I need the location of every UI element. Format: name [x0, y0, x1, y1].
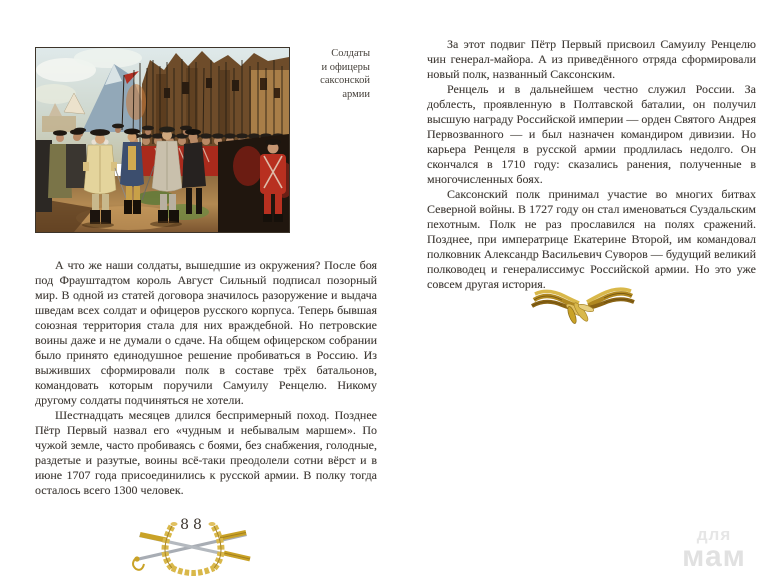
paragraph: Шестнадцать месяцев длился беспримерный поход. Позднее Пётр Первый назвал его «чудным и небывалым маршем». По чужой земле, часто пробиваясь с боями, без снабжения, голодные, раздетые и разутые, воины всё-таки преодолели сотни вёрст и в июне 1707 года присоединились к русской армии. В полку тогда осталось всего 1300 человек.	[35, 408, 377, 497]
page-number: 88	[180, 517, 206, 533]
watermark-line: для	[696, 525, 732, 544]
caption-line: саксонской	[320, 75, 370, 86]
watermark-line: мам	[682, 540, 746, 573]
paragraph: Ренцель и в дальнейшем честно служил России. За доблесть, проявленную в Полтавской баталии, он получил высшую награду Российской империи — орден Святого Андрея Первозванного — и был назначен командиром дивизии. Но карьера Ренцеля в русской армии продлилась недолго. Он скончался в 1710 году: сказались ранения, полученные в многочисленных боях.	[427, 82, 756, 186]
left-page-text	[35, 258, 377, 498]
gold-braid-icon	[528, 286, 638, 326]
watermark-dlya-mam	[664, 527, 764, 571]
illustration-caption	[278, 47, 370, 101]
right-page-text	[427, 37, 756, 292]
saxon-army-painting-graphic	[36, 48, 289, 232]
paragraph: А что же наши солдаты, вышедшие из окружения? После боя под Фрауштадтом король Август Сильный подписал позорный мир. В одной из статей договора значилось разоружение и выдача шведам всех солдат и офицеров русского корпуса. Теперь бывшая союзная территория стала для них враждебной. Но петровские воины даже и не думали о сдаче. На общем офицерском собрании было принято единодушное решение пробиваться в Россию. Из выживших сформировали полк в составе трёх батальонов, командовать которым поручили Самуилу Ренцелю. Никому другому солдаты подчиняться не хотели.	[35, 258, 377, 407]
paragraph: За этот подвиг Пётр Первый присвоил Самуилу Ренцелю чин генерал-майора. А из приведённого отряда сформировали новый полк, названный Саксонским.	[427, 37, 756, 81]
paragraph: Саксонский полк принимал участие во многих битвах Северной войны. В 1727 году он стал именоваться Суздальским пехотным. Полк не раз прославился на полях сражений. Позднее, при императрице Екатерине Второй, им командовал полковник Александр Васильевич Суворов — будущий великий полководец и генералиссимус Российской армии. Но это уже совсем другая история.	[427, 187, 756, 291]
caption-line: и офицеры	[321, 61, 370, 73]
caption-line: Солдаты	[331, 48, 370, 59]
caption-line: армии	[342, 88, 370, 100]
saxon-army-painting	[35, 47, 290, 233]
